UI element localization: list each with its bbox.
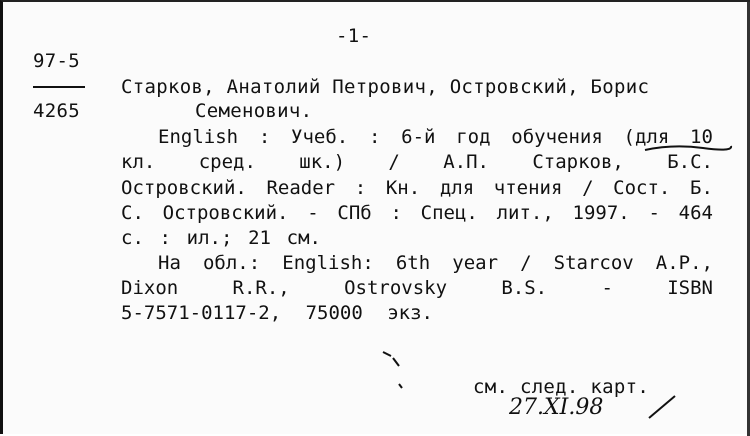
word: с.: [121, 227, 144, 249]
word: :: [354, 177, 367, 199]
word: year: [452, 252, 499, 274]
word: 6th: [395, 252, 431, 274]
word: Reader: [266, 177, 336, 199]
word: -: [601, 277, 613, 299]
word: Сост.: [613, 177, 671, 199]
word: /: [388, 151, 400, 173]
call-number-top: 97-5: [33, 50, 80, 72]
word: Кн.: [385, 177, 421, 199]
call-number-bottom: 4265: [33, 100, 80, 122]
word: Б.С.: [667, 151, 713, 173]
word: -: [648, 202, 660, 224]
word: шк.): [299, 151, 346, 173]
word: для: [439, 177, 475, 199]
description-line: [121, 226, 321, 250]
word: /: [582, 177, 594, 199]
word: (для: [623, 126, 670, 148]
word: A.P.,: [655, 252, 713, 274]
word: 21: [248, 227, 271, 249]
handwritten-date: 27.XI.98: [509, 395, 604, 420]
description-line: [121, 176, 713, 200]
word: Островский.: [121, 177, 247, 199]
word: /: [520, 252, 532, 274]
word: :: [368, 126, 381, 148]
stray-pencil-mark: [379, 348, 409, 392]
word: обл.:: [202, 252, 261, 274]
word: СПб: [337, 202, 372, 224]
word: Старков,: [532, 151, 624, 173]
word: 75000: [305, 302, 363, 324]
word: Б.: [690, 177, 713, 199]
word: обучения: [511, 126, 603, 148]
page-number: -1-: [336, 25, 372, 47]
word: На: [158, 252, 181, 274]
call-number-divider: [33, 86, 85, 88]
author-heading-cont: Семенович.: [195, 100, 313, 122]
word: English:: [282, 252, 374, 274]
word: лит.,: [496, 202, 554, 224]
word: ISBN: [667, 277, 713, 299]
word: Starcov: [553, 252, 634, 274]
word: 10: [690, 126, 713, 148]
word: 1997.: [572, 202, 630, 224]
handwritten-strike-mark: [645, 392, 679, 422]
word: Ostrovsky: [344, 277, 448, 299]
word: :: [258, 126, 271, 148]
word: 5-7571-0117-2,: [121, 302, 282, 324]
note-line: [121, 276, 713, 300]
word: С.: [121, 202, 144, 224]
word: B.S.: [501, 277, 548, 299]
word: ил.;: [186, 227, 233, 249]
word: сред.: [198, 151, 256, 173]
word: чтения: [493, 177, 563, 199]
note-line: [158, 251, 713, 275]
word: кл.: [121, 151, 156, 173]
word: :: [390, 202, 402, 224]
word: см.: [286, 227, 321, 249]
note-line: [121, 301, 433, 325]
word: А.П.: [443, 151, 489, 173]
description-line: [121, 201, 713, 225]
word: -: [307, 202, 319, 224]
word: Учеб.: [291, 126, 349, 148]
word: :: [159, 227, 171, 249]
word: R.R.,: [232, 277, 290, 299]
word: Спец.: [420, 202, 478, 224]
pencil-underline-mark: [643, 140, 733, 160]
description-line: [121, 150, 713, 174]
word: год: [456, 126, 491, 148]
word: Островский.: [162, 202, 289, 224]
word: 464: [678, 202, 713, 224]
word: Dixon: [121, 277, 179, 299]
word: 6-й: [401, 126, 436, 148]
word: экз.: [387, 302, 433, 324]
description-line: [158, 125, 713, 149]
see-next-card: см. след. карт.: [473, 376, 650, 398]
word: English: [158, 126, 239, 148]
author-heading: Старков, Анатолий Петрович, Островский, Борис: [121, 76, 650, 98]
